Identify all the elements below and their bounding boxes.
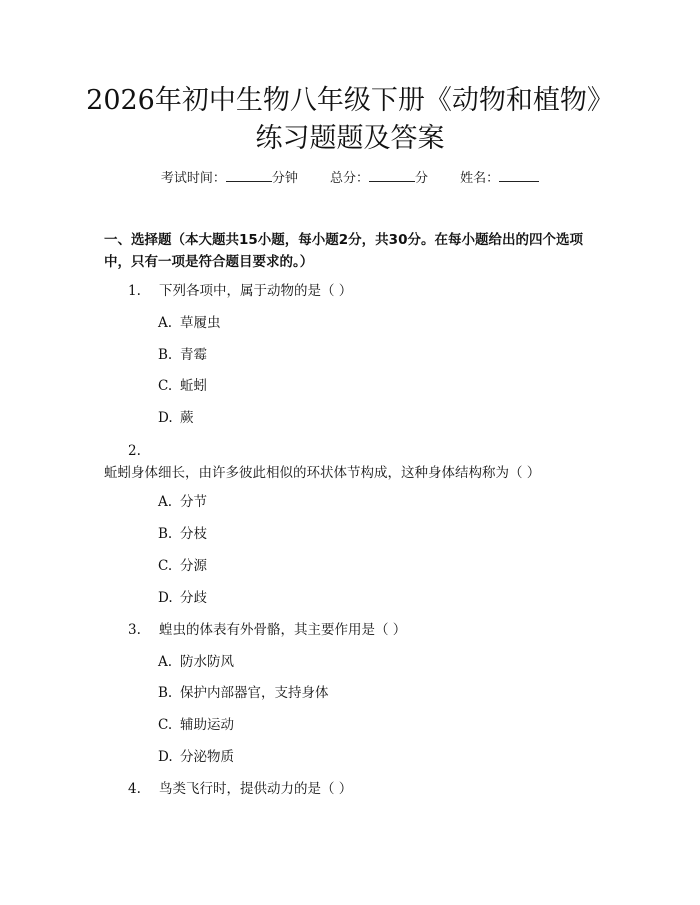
option-text: 辅助运动	[180, 717, 234, 733]
option-1b	[158, 346, 207, 364]
time-field	[161, 169, 298, 188]
question-2	[104, 440, 594, 484]
time-unit: 分钟	[271, 171, 298, 186]
question-text: 蚯蚓身体细长，由许多彼此相似的环状体节构成，这种身体结构称为（ ）	[104, 465, 541, 481]
option-1c	[158, 377, 207, 395]
name-label: 姓名：	[460, 171, 500, 186]
option-letter: D.	[158, 749, 173, 765]
option-letter: D.	[158, 410, 173, 426]
time-label: 考试时间：	[160, 171, 226, 186]
score-unit: 分	[415, 171, 429, 186]
option-text: 蕨	[180, 410, 194, 426]
option-3a	[158, 653, 234, 671]
option-3c	[158, 716, 234, 734]
option-text: 蚯蚓	[180, 378, 207, 394]
option-text: 分歧	[180, 590, 207, 606]
option-letter: B.	[158, 685, 173, 701]
option-letter: A.	[158, 315, 173, 331]
question-1	[104, 280, 594, 302]
option-text: 保护内部器官，支持身体	[180, 685, 329, 701]
option-2a	[158, 493, 207, 511]
name-blank	[499, 169, 539, 182]
page-subtitle: 练习题题及答案	[255, 123, 445, 154]
score-field	[330, 169, 428, 188]
question-text: 鸟类飞行时，提供动力的是（ ）	[159, 781, 353, 797]
option-letter: C.	[158, 558, 173, 574]
option-text: 分节	[180, 494, 207, 510]
question-number: 2.	[128, 443, 141, 459]
question-number: 3.	[128, 622, 141, 638]
option-3b	[158, 684, 329, 702]
option-letter: A.	[158, 654, 173, 670]
page-title: 2026年初中生物八年级下册《动物和植物》	[86, 85, 614, 116]
option-text: 青霉	[180, 347, 207, 363]
question-3	[104, 619, 594, 641]
question-text: 蝗虫的体表有外骨骼，其主要作用是（ ）	[159, 622, 407, 638]
score-label: 总分：	[329, 171, 369, 186]
time-blank	[226, 169, 272, 182]
option-letter: A.	[158, 494, 173, 510]
question-text: 下列各项中，属于动物的是（ ）	[159, 283, 353, 299]
option-text: 防水防风	[180, 654, 234, 670]
question-number: 1.	[128, 283, 141, 299]
option-text: 草履虫	[180, 315, 221, 331]
option-text: 分枝	[180, 526, 207, 542]
question-number: 4.	[128, 781, 141, 797]
question-4	[104, 778, 594, 800]
score-blank	[369, 169, 415, 182]
exam-meta	[0, 169, 700, 188]
option-letter: C.	[158, 378, 173, 394]
section-heading: 一、选择题（本大题共15小题，每小题2分，共30分。在每小题给出的四个选项中，只有一项是符合题目要求的。）	[104, 232, 583, 270]
option-letter: D.	[158, 590, 173, 606]
option-letter: B.	[158, 347, 173, 363]
option-1d	[158, 409, 194, 427]
option-2b	[158, 525, 207, 543]
option-text: 分源	[180, 558, 207, 574]
option-text: 分泌物质	[180, 749, 234, 765]
option-2d	[158, 589, 207, 607]
option-1a	[158, 314, 221, 332]
option-letter: C.	[158, 717, 173, 733]
option-3d	[158, 748, 234, 766]
name-field	[460, 169, 539, 188]
option-2c	[158, 557, 207, 575]
option-letter: B.	[158, 526, 173, 542]
